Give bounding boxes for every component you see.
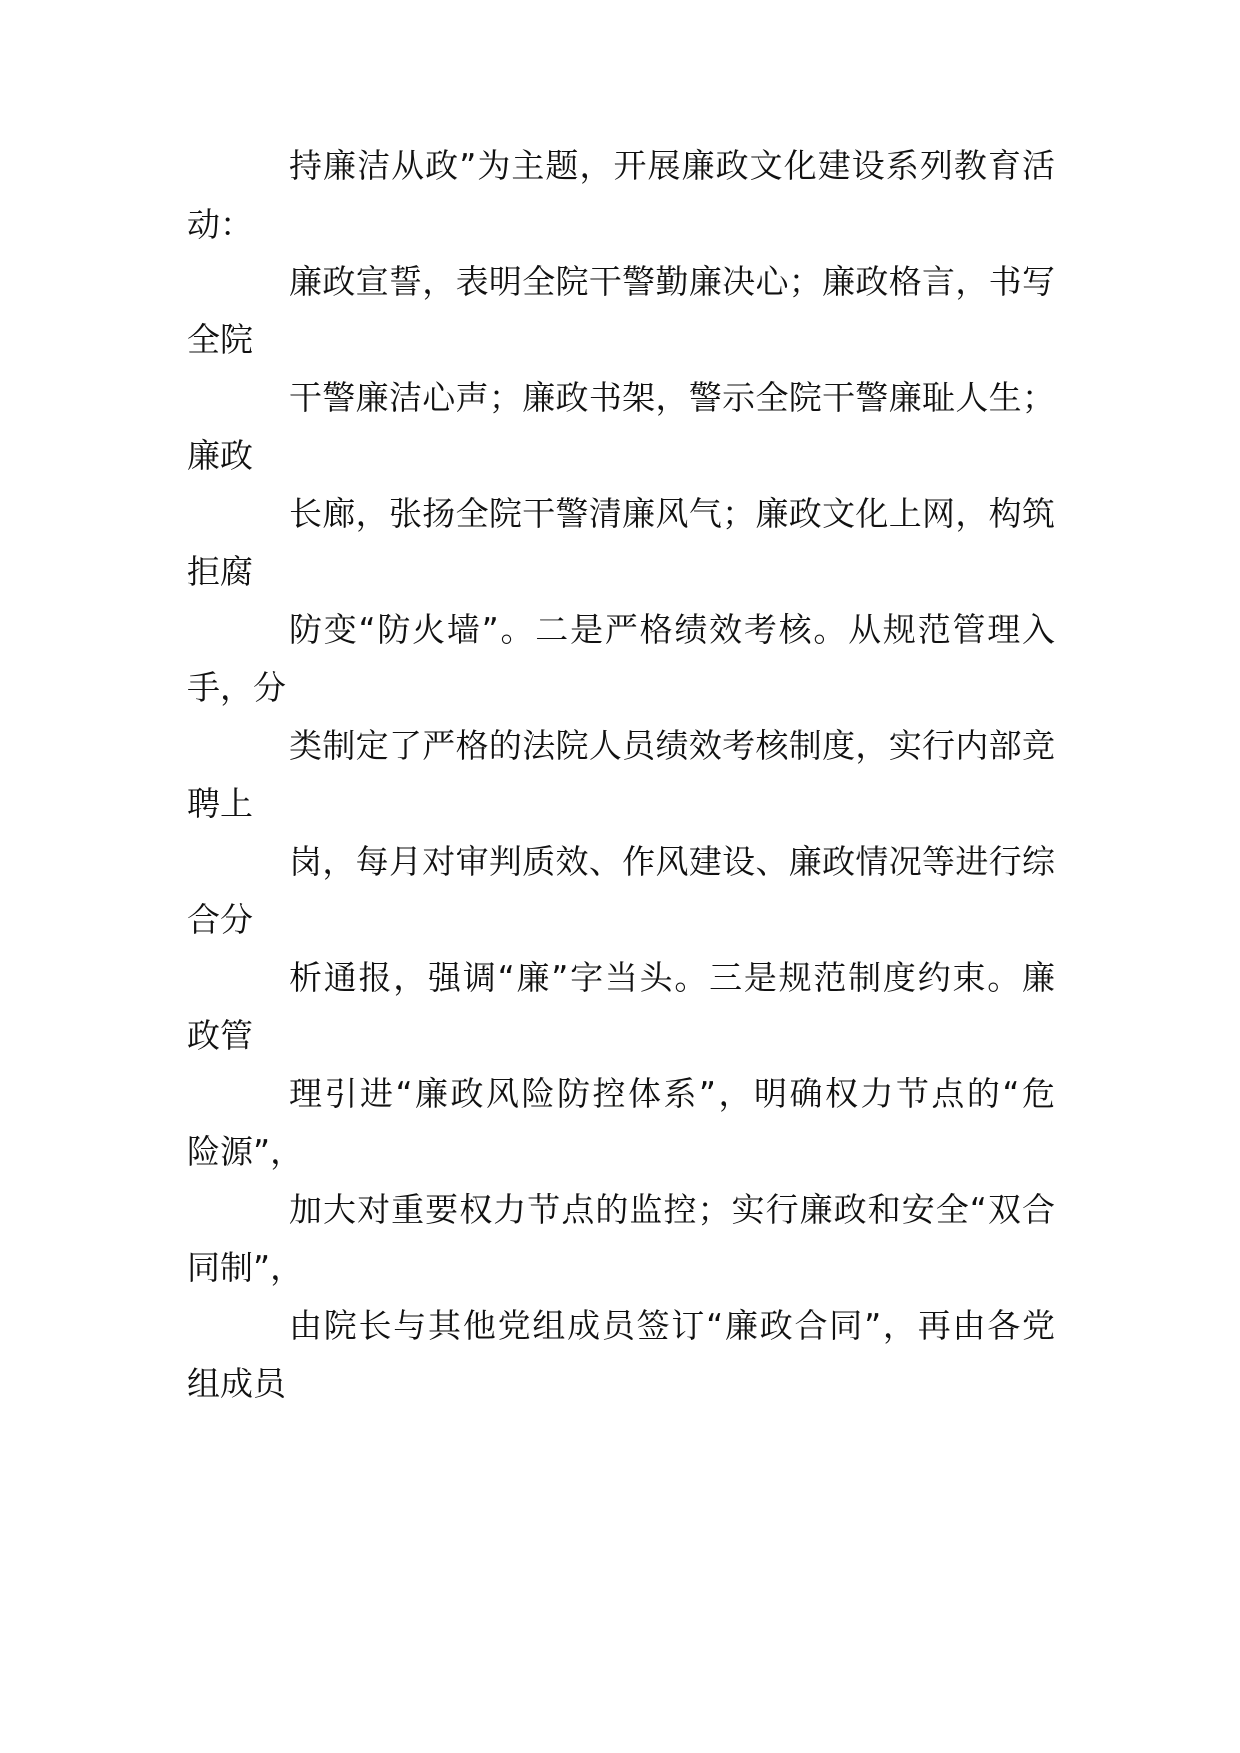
text-line: 类制定了严格的法院人员绩效考核制度，实行内部竞 xyxy=(289,726,1055,765)
text-line: 拒腐 xyxy=(187,552,253,591)
text-line: 持廉洁从政”为主题，开展廉政文化建设系列教育活 xyxy=(289,146,1055,185)
text-line: 手，分 xyxy=(187,668,286,707)
text-line: 全院 xyxy=(187,320,253,359)
text-line: 干警廉洁心声；廉政书架，警示全院干警廉耻人生； xyxy=(289,378,1055,417)
text-line: 由院长与其他党组成员签订“廉政合同”，再由各党 xyxy=(289,1306,1055,1345)
text-line: 岗，每月对审判质效、作风建设、廉政情况等进行综 xyxy=(289,842,1055,881)
text-line: 防变“防火墙”。二是严格绩效考核。从规范管理入 xyxy=(289,610,1055,649)
text-line: 合分 xyxy=(187,900,253,939)
text-line: 政管 xyxy=(187,1016,253,1055)
text-line: 析通报，强调“廉”字当头。三是规范制度约束。廉 xyxy=(289,958,1055,997)
text-line: 同制”， xyxy=(187,1248,304,1287)
text-line: 理引进“廉政风险防控体系”，明确权力节点的“危 xyxy=(289,1074,1055,1113)
text-line: 长廊，张扬全院干警清廉风气；廉政文化上网，构筑 xyxy=(289,494,1055,533)
text-line: 险源”， xyxy=(187,1132,304,1171)
text-line: 组成员 xyxy=(187,1364,286,1403)
text-line: 聘上 xyxy=(187,784,253,823)
text-line: 动： xyxy=(187,205,253,244)
text-line: 廉政 xyxy=(187,436,253,475)
text-line: 廉政宣誓，表明全院干警勤廉决心；廉政格言，书写 xyxy=(289,262,1055,301)
text-line: 加大对重要权力节点的监控；实行廉政和安全“双合 xyxy=(289,1190,1055,1229)
